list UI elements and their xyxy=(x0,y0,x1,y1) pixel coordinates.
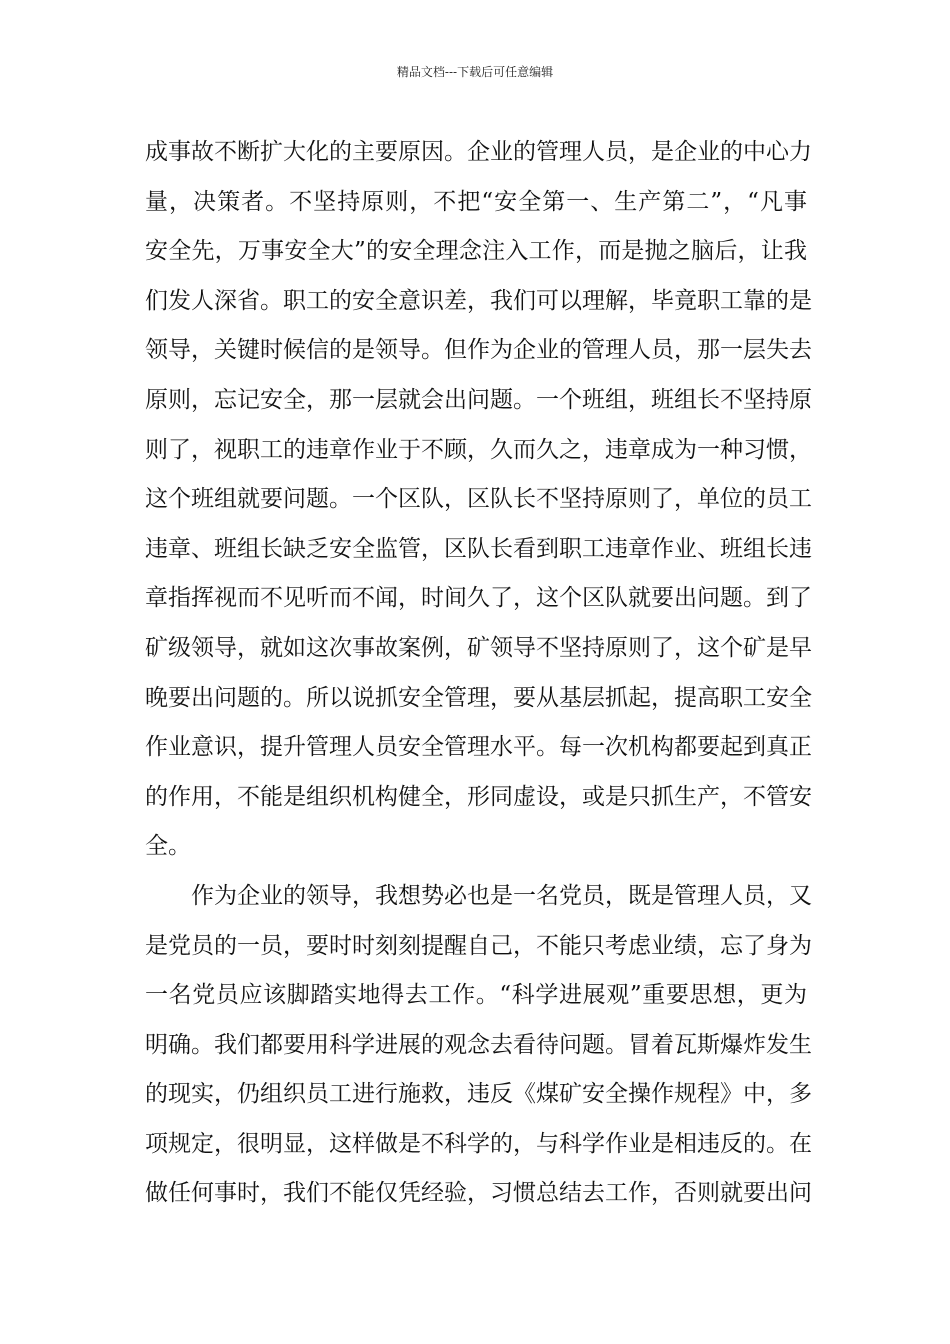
text-line: 作业意识，提升管理人员安全管理水平。每一次机构都要起到真正 xyxy=(145,734,812,761)
text-line: 矿级领导，就如这次事故案例，矿领导不坚持原则了，这个矿是早 xyxy=(145,634,812,661)
text-line: 安全先，万事安全大”的安全理念注入工作，而是抛之脑后，让我 xyxy=(145,238,807,265)
paragraph-1 xyxy=(145,128,812,872)
text-line: 项规定，很明显，这样做是不科学的，与科学作业是相违反的。在 xyxy=(145,1130,812,1157)
text-line: 的作用，不能是组织机构健全，形同虚设，或是只抓生产，不管安 xyxy=(145,783,812,810)
text-line: 做任何事时，我们不能仅凭经验，习惯总结去工作，否则就要出问 xyxy=(145,1180,812,1207)
text-line: 是党员的一员，要时时刻刻提醒自己，不能只考虑业绩，忘了身为 xyxy=(145,932,812,959)
paragraph-2 xyxy=(145,872,812,1219)
text-line: 的现实，仍组织员工进行施救，违反《煤矿安全操作规程》中，多 xyxy=(145,1081,812,1108)
text-line: 作为企业的领导，我想势必也是一名党员，既是管理人员，又 xyxy=(191,882,812,909)
text-line: 明确。我们都要用科学进展的观念去看待问题。冒着瓦斯爆炸发生 xyxy=(145,1031,812,1058)
text-line: 量，决策者。不坚持原则，不把“安全第一、生产第二”，“凡事 xyxy=(145,188,807,215)
text-line: 这个班组就要问题。一个区队，区队长不坚持原则了，单位的员工 xyxy=(145,486,812,513)
text-line: 一名党员应该脚踏实地得去工作。“科学进展观”重要思想，更为 xyxy=(145,982,807,1009)
text-line: 成事故不断扩大化的主要原因。企业的管理人员，是企业的中心力 xyxy=(145,139,812,165)
text-line: 晚要出问题的。所以说抓安全管理，要从基层抓起，提高职工安全 xyxy=(145,684,812,711)
text-line: 违章、班组长缺乏安全监管，区队长看到职工违章作业、班组长违 xyxy=(145,535,812,562)
text-line: 原则，忘记安全，那一层就会出问题。一个班组，班组长不坚持原 xyxy=(145,386,812,413)
text-line: 领导，关键时候信的是领导。但作为企业的管理人员，那一层失去 xyxy=(145,337,812,364)
body-text xyxy=(145,128,812,1219)
page-header: 精品文档---下载后可任意编辑 xyxy=(396,65,554,79)
text-line: 章指挥视而不见听而不闻，时间久了，这个区队就要出问题。到了 xyxy=(145,585,812,612)
text-line: 则了，视职工的违章作业于不顾，久而久之，违章成为一种习惯， xyxy=(145,436,812,463)
text-line: 全。 xyxy=(145,833,191,860)
text-line: 们发人深省。职工的安全意识差，我们可以理解，毕竟职工靠的是 xyxy=(145,287,812,314)
